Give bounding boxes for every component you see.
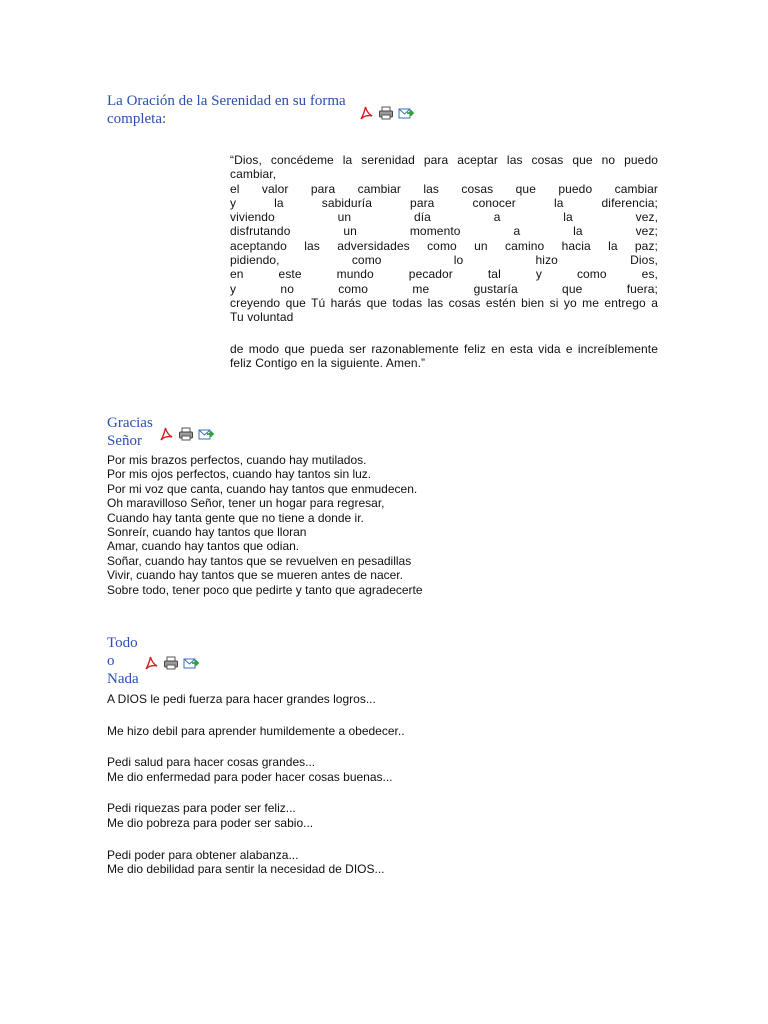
prayer-line: “Dios, concédeme la serenidad para aceptar las cosas que no puedo <box>230 153 658 167</box>
prayer-line: aceptando las adversidades como un camino hacia la paz; <box>230 238 658 253</box>
poem-line: Vivir, cuando hay tantos que se mueren antes de nacer. <box>107 568 403 583</box>
serenity-prayer <box>230 153 658 370</box>
section-title-serenidad[interactable] <box>107 92 367 128</box>
email-icon[interactable] <box>398 105 414 121</box>
section-title-todo-o-nada[interactable] <box>107 634 147 688</box>
prayer-line: de modo que pueda ser razonablemente feliz en esta vida e increíblemente <box>230 341 658 356</box>
action-icons-gracias <box>158 426 214 442</box>
print-icon[interactable] <box>163 655 179 671</box>
poem-line: Cuando hay tanta gente que no tiene a donde ir. <box>107 510 364 525</box>
prayer-line: disfrutando un momento a la vez; <box>230 224 658 239</box>
text-group <box>107 724 405 739</box>
text-line: Pedi riquezas para poder ser feliz... <box>107 801 296 816</box>
pdf-icon[interactable] <box>158 426 174 442</box>
prayer-line: en este mundo pecador tal y como es, <box>230 267 658 282</box>
poem-line: Sobre todo, tener poco que pedirte y tanto que agradecerte <box>107 582 423 597</box>
title-line: Nada <box>107 671 139 687</box>
pdf-icon[interactable] <box>358 105 374 121</box>
text-line: Me dio enfermedad para poder hacer cosas buenas... <box>107 769 393 784</box>
text-line: A DIOS le pedi fuerza para hacer grandes logros... <box>107 692 376 706</box>
title-line: Señor <box>107 433 142 449</box>
text-line: Pedi poder para obtener alabanza... <box>107 847 299 862</box>
prayer-line: el valor para cambiar las cosas que puedo cambiar <box>230 181 658 196</box>
title-line: o <box>107 653 115 669</box>
title-line: La Oración de la Serenidad en su forma <box>107 93 346 109</box>
poem-line: Por mis brazos perfectos, cuando hay mutilados. <box>107 453 367 467</box>
poem-line: Soñar, cuando hay tantos que se revuelven en pesadillas <box>107 553 412 568</box>
action-icons-serenidad <box>358 105 414 121</box>
prayer-line: feliz Contigo en la siguiente. Amen.” <box>230 355 426 370</box>
poem-line: Por mis ojos perfectos, cuando hay tantos sin luz. <box>107 467 372 482</box>
print-icon[interactable] <box>378 105 394 121</box>
poem-line: Amar, cuando hay tantos que odian. <box>107 539 300 554</box>
prayer-line: y la sabiduría para conocer la diferencia; <box>230 195 658 210</box>
prayer-line: pidiendo, como lo hizo Dios, <box>230 253 658 268</box>
title-line: completa: <box>107 111 167 127</box>
prayer-line: cambiar, <box>230 167 277 182</box>
gracias-poem <box>107 453 423 597</box>
action-icons-todo-o-nada <box>143 655 199 671</box>
prayer-line: creyendo que Tú harás que todas las cosas estén bien si yo me entrego a <box>230 295 658 310</box>
prayer-line: y no como me gustaría que fuera; <box>230 281 658 296</box>
text-line: Pedi salud para hacer cosas grandes... <box>107 755 316 770</box>
poem-line: Sonreír, cuando hay tantos que lloran <box>107 525 307 540</box>
title-line: Gracias <box>107 415 153 431</box>
email-icon[interactable] <box>183 655 199 671</box>
pdf-icon[interactable] <box>143 655 159 671</box>
email-icon[interactable] <box>198 426 214 442</box>
print-icon[interactable] <box>178 426 194 442</box>
text-line: Me dio pobreza para poder ser sabio... <box>107 815 314 830</box>
prayer-line: Tu voluntad <box>230 310 294 325</box>
todo-o-nada-text <box>107 692 405 894</box>
prayer-line: viviendo un día a la vez, <box>230 210 658 225</box>
text-group <box>107 848 405 877</box>
text-group <box>107 801 405 830</box>
text-line: Me hizo debil para aprender humildemente a obedecer.. <box>107 723 405 738</box>
text-group <box>107 755 405 784</box>
text-group <box>107 692 405 707</box>
text-line: Me dio debilidad para sentir la necesidad de DIOS... <box>107 862 385 877</box>
poem-line: Por mi voz que canta, cuando hay tantos que enmudecen. <box>107 481 418 496</box>
poem-line: Oh maravilloso Señor, tener un hogar para regresar, <box>107 496 385 511</box>
title-line: Todo <box>107 635 138 651</box>
